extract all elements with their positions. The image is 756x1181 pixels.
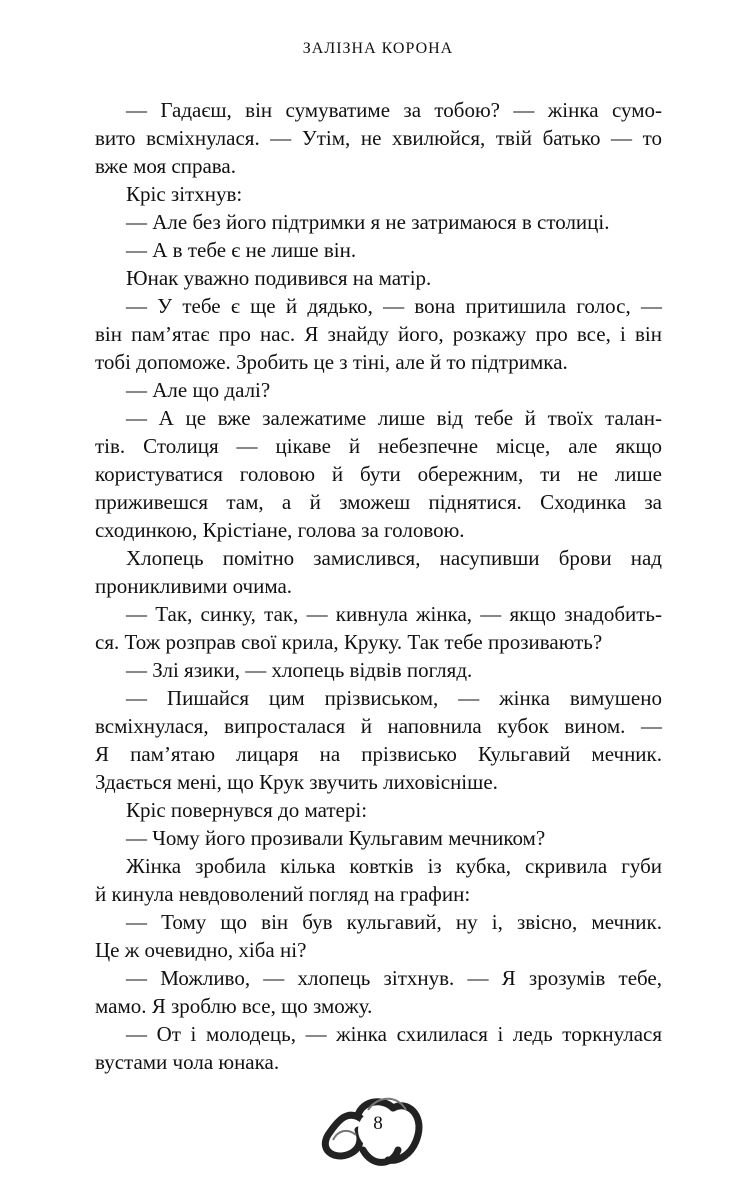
text-line: — От і молодець, — жінка схилилася і ледь торкнулася [126, 1022, 662, 1046]
text-line: — Чому його прозивали Кульгавим мечником? [126, 826, 546, 850]
text-line: — Злі язики, — хлопець відвів погляд. [126, 658, 473, 682]
text-line: Кріс зітхнув: [126, 182, 243, 206]
paragraph [95, 208, 662, 236]
text-line: — Пишайся цим прізвиськом, — жінка вимушено [126, 686, 662, 710]
paragraph [95, 908, 662, 964]
text-line: Я пам’ятаю лицаря на прізвисько Кульгавий мечник. [95, 742, 662, 766]
paragraph [95, 96, 662, 180]
paragraph [95, 964, 662, 1020]
paragraph [95, 544, 662, 600]
text-line: користуватися головою й бути обережним, ти не лише [95, 462, 662, 486]
paragraph [95, 852, 662, 908]
paragraph [95, 376, 662, 404]
paragraph [95, 600, 662, 656]
paragraph [95, 824, 662, 852]
text-line: Це ж очевидно, хіба ні? [95, 938, 307, 962]
text-line: — Так, синку, так, — кивнула жінка, — якщо знадобить- [126, 602, 662, 626]
text-line: він пам’ятає про нас. Я знайду його, розкажу про все, і він [95, 322, 662, 346]
text-line: — Гадаєш, він сумуватиме за тобою? — жінка сумо- [126, 98, 662, 122]
paragraph [95, 404, 662, 544]
paragraph [95, 1020, 662, 1076]
paragraph [95, 264, 662, 292]
text-line: тів. Столиця — цікаве й небезпечне місце, але якщо [95, 434, 662, 458]
text-line: ся. Тож розправ свої крила, Круку. Так тебе прозивають? [95, 630, 603, 654]
text-line: Хлопець помітно замислився, насупивши брови над [126, 546, 662, 570]
paragraph [95, 236, 662, 264]
paragraph [95, 796, 662, 824]
body-text [95, 96, 662, 1076]
paragraph [95, 684, 662, 796]
text-line: приживешся там, а й зможеш піднятися. Сходинка за [95, 490, 662, 514]
text-line: — Але без його підтримки я не затримаюся в столиці. [126, 210, 610, 234]
text-line: — А в тебе є не лише він. [126, 238, 357, 262]
text-line: вже моя справа. [95, 154, 237, 178]
text-line: всміхнулася, випросталася й наповнила кубок вином. — [95, 714, 662, 738]
paragraph [95, 656, 662, 684]
running-title: ЗАЛІЗНА КОРОНА [302, 40, 454, 57]
text-line: Кріс повернувся до матері: [126, 798, 368, 822]
text-line: Юнак уважно подивився на матір. [126, 266, 432, 290]
text-line: мамо. Я зроблю все, що зможу. [95, 994, 373, 1018]
paragraph [95, 292, 662, 376]
text-line: — А це вже залежатиме лише від тебе й твоїх талан- [126, 406, 662, 430]
text-line: проникливими очима. [95, 574, 293, 598]
text-line: вито всміхнулася. — Утім, не хвилюйся, твій батько — то [95, 126, 662, 150]
text-line: тобі допоможе. Зробить це з тіні, але й то підтримка. [95, 350, 568, 374]
text-line: Здається мені, що Крук звучить лиховісніше. [95, 770, 498, 794]
text-line: — Але що далі? [126, 378, 271, 402]
text-line: й кинула невдоволений погляд на графин: [95, 882, 471, 906]
text-line: вустами чола юнака. [95, 1050, 280, 1074]
text-line: Жінка зробила кілька ковтків із кубка, скривила губи [126, 854, 662, 878]
page-number: 8 [373, 1113, 383, 1134]
text-line: — У тебе є ще й дядько, — вона притишила голос, — [126, 294, 662, 318]
text-line: сходинкою, Крістіане, голова за головою. [95, 518, 465, 542]
text-line: — Можливо, — хлопець зітхнув. — Я зрозумів тебе, [126, 966, 662, 990]
text-line: — Тому що він був кульгавий, ну і, звісно, мечник. [126, 910, 662, 934]
paragraph [95, 180, 662, 208]
